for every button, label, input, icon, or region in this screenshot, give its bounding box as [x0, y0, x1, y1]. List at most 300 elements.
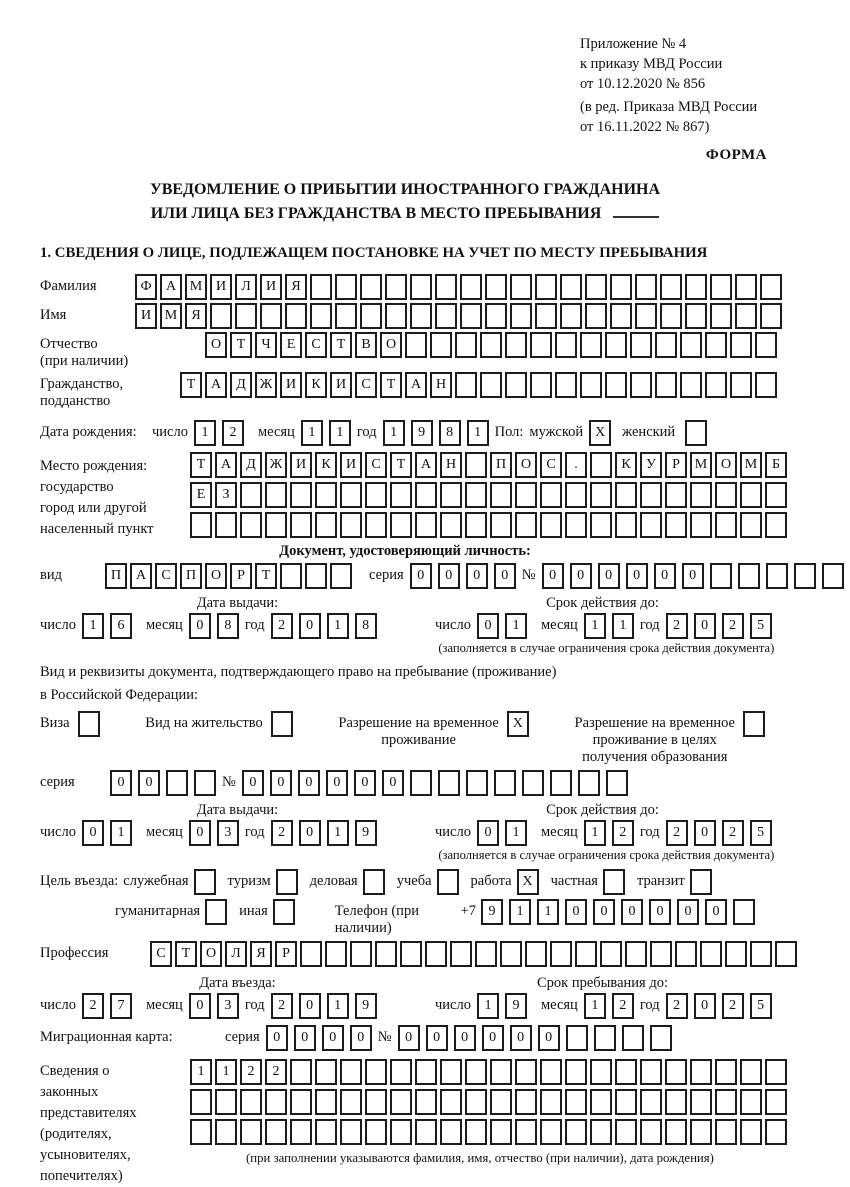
char-box[interactable] [540, 1059, 562, 1085]
char-box[interactable] [700, 941, 722, 967]
char-box[interactable]: М [185, 274, 207, 300]
char-box[interactable] [733, 899, 755, 925]
char-box[interactable] [594, 1025, 616, 1051]
char-box[interactable]: В [355, 332, 377, 358]
char-box[interactable]: 1 [215, 1059, 237, 1085]
char-box[interactable] [265, 1089, 287, 1115]
char-box[interactable]: 0 [138, 770, 160, 796]
char-box[interactable]: 0 [410, 563, 432, 589]
char-box[interactable]: О [715, 452, 737, 478]
char-box[interactable]: И [280, 372, 302, 398]
char-box[interactable] [290, 1119, 312, 1145]
char-box[interactable]: 2 [271, 820, 293, 846]
char-box[interactable] [705, 372, 727, 398]
char-box[interactable] [650, 1025, 672, 1051]
char-box[interactable]: 0 [593, 899, 615, 925]
char-box[interactable] [194, 770, 216, 796]
char-box[interactable]: 2 [666, 993, 688, 1019]
char-box[interactable] [438, 770, 460, 796]
char-box[interactable] [490, 1119, 512, 1145]
char-box[interactable] [465, 482, 487, 508]
char-box[interactable]: С [365, 452, 387, 478]
char-box[interactable]: А [405, 372, 427, 398]
char-box[interactable] [590, 452, 612, 478]
char-box[interactable]: 6 [110, 613, 132, 639]
char-box[interactable] [690, 1089, 712, 1115]
char-box[interactable] [715, 1089, 737, 1115]
char-box[interactable]: 2 [612, 993, 634, 1019]
char-box[interactable] [743, 711, 765, 737]
char-box[interactable] [490, 1059, 512, 1085]
char-box[interactable] [485, 303, 507, 329]
char-box[interactable] [665, 1119, 687, 1145]
char-box[interactable]: 2 [222, 420, 244, 446]
char-box[interactable]: О [200, 941, 222, 967]
char-box[interactable]: Д [240, 452, 262, 478]
char-box[interactable] [440, 512, 462, 538]
char-box[interactable] [505, 372, 527, 398]
char-box[interactable]: И [210, 274, 232, 300]
char-box[interactable] [465, 512, 487, 538]
char-box[interactable] [190, 1119, 212, 1145]
char-box[interactable] [363, 869, 385, 895]
char-box[interactable]: 0 [694, 613, 716, 639]
char-box[interactable] [715, 482, 737, 508]
char-box[interactable] [240, 482, 262, 508]
char-box[interactable] [290, 482, 312, 508]
char-box[interactable] [505, 332, 527, 358]
char-box[interactable]: Т [255, 563, 277, 589]
char-box[interactable] [365, 512, 387, 538]
char-box[interactable]: 0 [694, 820, 716, 846]
char-box[interactable] [400, 941, 422, 967]
char-box[interactable] [535, 274, 557, 300]
char-box[interactable]: 1 [194, 420, 216, 446]
char-box[interactable] [480, 372, 502, 398]
char-box[interactable] [765, 1059, 787, 1085]
char-box[interactable]: 0 [477, 613, 499, 639]
char-box[interactable] [760, 274, 782, 300]
char-box[interactable] [735, 274, 757, 300]
char-box[interactable] [390, 482, 412, 508]
char-box[interactable] [665, 1059, 687, 1085]
char-box[interactable] [540, 482, 562, 508]
char-box[interactable] [435, 303, 457, 329]
char-box[interactable]: 0 [494, 563, 516, 589]
char-box[interactable]: 9 [355, 993, 377, 1019]
char-box[interactable]: 2 [271, 993, 293, 1019]
char-box[interactable] [315, 512, 337, 538]
char-box[interactable] [475, 941, 497, 967]
char-box[interactable]: 1 [327, 613, 349, 639]
char-box[interactable] [490, 482, 512, 508]
char-box[interactable]: Н [430, 372, 452, 398]
char-box[interactable] [450, 941, 472, 967]
char-box[interactable] [565, 512, 587, 538]
char-box[interactable]: 8 [439, 420, 461, 446]
char-box[interactable] [415, 1119, 437, 1145]
char-box[interactable]: 1 [584, 993, 606, 1019]
char-box[interactable]: 0 [326, 770, 348, 796]
char-box[interactable] [215, 1119, 237, 1145]
char-box[interactable]: Т [230, 332, 252, 358]
char-box[interactable]: 5 [750, 613, 772, 639]
char-box[interactable] [640, 1059, 662, 1085]
char-box[interactable] [715, 1059, 737, 1085]
char-box[interactable] [305, 563, 327, 589]
char-box[interactable]: 0 [621, 899, 643, 925]
char-box[interactable] [465, 1059, 487, 1085]
char-box[interactable] [765, 1119, 787, 1145]
char-box[interactable] [390, 1119, 412, 1145]
char-box[interactable] [640, 1119, 662, 1145]
char-box[interactable]: 0 [649, 899, 671, 925]
char-box[interactable]: X [507, 711, 529, 737]
char-box[interactable] [655, 332, 677, 358]
char-box[interactable] [585, 274, 607, 300]
char-box[interactable] [510, 274, 532, 300]
char-box[interactable] [555, 332, 577, 358]
char-box[interactable]: С [155, 563, 177, 589]
char-box[interactable]: 1 [584, 613, 606, 639]
char-box[interactable]: М [740, 452, 762, 478]
char-box[interactable]: 0 [438, 563, 460, 589]
char-box[interactable]: 1 [327, 820, 349, 846]
char-box[interactable]: Л [235, 274, 257, 300]
char-box[interactable] [822, 563, 844, 589]
char-box[interactable]: У [640, 452, 662, 478]
char-box[interactable] [465, 452, 487, 478]
char-box[interactable]: 1 [537, 899, 559, 925]
char-box[interactable] [585, 303, 607, 329]
char-box[interactable]: 1 [301, 420, 323, 446]
char-box[interactable] [735, 303, 757, 329]
char-box[interactable]: 0 [510, 1025, 532, 1051]
char-box[interactable] [794, 563, 816, 589]
char-box[interactable]: 0 [382, 770, 404, 796]
char-box[interactable] [660, 303, 682, 329]
char-box[interactable] [340, 512, 362, 538]
char-box[interactable] [655, 372, 677, 398]
char-box[interactable] [755, 332, 777, 358]
char-box[interactable] [500, 941, 522, 967]
char-box[interactable] [765, 482, 787, 508]
char-box[interactable]: 0 [299, 613, 321, 639]
char-box[interactable] [766, 563, 788, 589]
char-box[interactable] [273, 899, 295, 925]
char-box[interactable] [190, 512, 212, 538]
char-box[interactable] [166, 770, 188, 796]
char-box[interactable] [622, 1025, 644, 1051]
char-box[interactable] [522, 770, 544, 796]
char-box[interactable] [240, 1119, 262, 1145]
char-box[interactable] [760, 303, 782, 329]
char-box[interactable]: П [180, 563, 202, 589]
char-box[interactable]: О [205, 563, 227, 589]
char-box[interactable] [710, 563, 732, 589]
char-box[interactable] [775, 941, 797, 967]
char-box[interactable] [730, 332, 752, 358]
char-box[interactable] [390, 1089, 412, 1115]
char-box[interactable] [566, 1025, 588, 1051]
char-box[interactable] [315, 1059, 337, 1085]
char-box[interactable] [515, 1059, 537, 1085]
char-box[interactable] [285, 303, 307, 329]
char-box[interactable] [325, 941, 347, 967]
char-box[interactable] [360, 274, 382, 300]
char-box[interactable] [665, 512, 687, 538]
char-box[interactable]: О [515, 452, 537, 478]
char-box[interactable]: 2 [722, 820, 744, 846]
char-box[interactable] [515, 512, 537, 538]
char-box[interactable]: 2 [612, 820, 634, 846]
char-box[interactable]: 0 [189, 993, 211, 1019]
char-box[interactable] [550, 770, 572, 796]
char-box[interactable]: 2 [240, 1059, 262, 1085]
char-box[interactable]: 0 [299, 993, 321, 1019]
char-box[interactable]: 0 [482, 1025, 504, 1051]
char-box[interactable]: А [415, 452, 437, 478]
char-box[interactable] [530, 332, 552, 358]
char-box[interactable] [610, 303, 632, 329]
char-box[interactable] [365, 482, 387, 508]
char-box[interactable] [235, 303, 257, 329]
char-box[interactable] [390, 1059, 412, 1085]
char-box[interactable] [605, 332, 627, 358]
char-box[interactable] [580, 332, 602, 358]
char-box[interactable]: А [160, 274, 182, 300]
char-box[interactable]: И [260, 274, 282, 300]
char-box[interactable]: Б [765, 452, 787, 478]
char-box[interactable] [410, 303, 432, 329]
char-box[interactable] [555, 372, 577, 398]
char-box[interactable]: 1 [477, 993, 499, 1019]
char-box[interactable] [603, 869, 625, 895]
char-box[interactable] [415, 512, 437, 538]
char-box[interactable] [460, 303, 482, 329]
char-box[interactable] [440, 1119, 462, 1145]
char-box[interactable]: 9 [481, 899, 503, 925]
char-box[interactable] [490, 512, 512, 538]
char-box[interactable]: 0 [266, 1025, 288, 1051]
char-box[interactable]: Р [665, 452, 687, 478]
char-box[interactable]: 5 [750, 820, 772, 846]
char-box[interactable]: 0 [350, 1025, 372, 1051]
char-box[interactable] [750, 941, 772, 967]
char-box[interactable] [425, 941, 447, 967]
char-box[interactable] [215, 1089, 237, 1115]
char-box[interactable] [515, 1119, 537, 1145]
char-box[interactable]: 0 [189, 820, 211, 846]
char-box[interactable] [260, 303, 282, 329]
char-box[interactable]: 0 [626, 563, 648, 589]
char-box[interactable] [540, 1119, 562, 1145]
char-box[interactable]: 5 [750, 993, 772, 1019]
char-box[interactable] [265, 512, 287, 538]
char-box[interactable] [530, 372, 552, 398]
char-box[interactable] [290, 512, 312, 538]
char-box[interactable]: 0 [654, 563, 676, 589]
char-box[interactable] [78, 711, 100, 737]
char-box[interactable] [350, 941, 372, 967]
char-box[interactable]: 0 [110, 770, 132, 796]
char-box[interactable]: 1 [612, 613, 634, 639]
char-box[interactable] [560, 274, 582, 300]
char-box[interactable] [494, 770, 516, 796]
char-box[interactable] [430, 332, 452, 358]
char-box[interactable] [540, 512, 562, 538]
char-box[interactable]: 2 [666, 613, 688, 639]
char-box[interactable] [335, 274, 357, 300]
char-box[interactable]: Ф [135, 274, 157, 300]
char-box[interactable]: 0 [454, 1025, 476, 1051]
char-box[interactable] [340, 1059, 362, 1085]
char-box[interactable] [335, 303, 357, 329]
char-box[interactable]: П [490, 452, 512, 478]
char-box[interactable] [440, 1089, 462, 1115]
char-box[interactable] [440, 1059, 462, 1085]
char-box[interactable] [575, 941, 597, 967]
char-box[interactable] [290, 1059, 312, 1085]
char-box[interactable] [606, 770, 628, 796]
char-box[interactable]: 1 [327, 993, 349, 1019]
char-box[interactable]: С [305, 332, 327, 358]
char-box[interactable] [615, 482, 637, 508]
char-box[interactable] [740, 1089, 762, 1115]
char-box[interactable]: X [589, 420, 611, 446]
char-box[interactable] [755, 372, 777, 398]
char-box[interactable] [490, 1089, 512, 1115]
char-box[interactable]: 8 [355, 613, 377, 639]
char-box[interactable]: 1 [82, 613, 104, 639]
char-box[interactable] [725, 941, 747, 967]
char-box[interactable] [690, 869, 712, 895]
char-box[interactable]: 0 [570, 563, 592, 589]
char-box[interactable]: М [160, 303, 182, 329]
char-box[interactable]: X [517, 869, 539, 895]
char-box[interactable]: Р [230, 563, 252, 589]
char-box[interactable]: 9 [355, 820, 377, 846]
char-box[interactable]: 0 [242, 770, 264, 796]
char-box[interactable]: 1 [329, 420, 351, 446]
char-box[interactable]: Л [225, 941, 247, 967]
char-box[interactable] [280, 563, 302, 589]
char-box[interactable]: К [305, 372, 327, 398]
char-box[interactable] [360, 303, 382, 329]
char-box[interactable] [690, 512, 712, 538]
char-box[interactable]: И [290, 452, 312, 478]
char-box[interactable]: 1 [467, 420, 489, 446]
char-box[interactable] [550, 941, 572, 967]
char-box[interactable]: С [150, 941, 172, 967]
char-box[interactable] [680, 332, 702, 358]
char-box[interactable]: 0 [677, 899, 699, 925]
char-box[interactable] [578, 770, 600, 796]
char-box[interactable]: Е [190, 482, 212, 508]
char-box[interactable] [565, 1089, 587, 1115]
char-box[interactable]: 0 [538, 1025, 560, 1051]
char-box[interactable] [590, 1089, 612, 1115]
char-box[interactable]: К [315, 452, 337, 478]
char-box[interactable]: 1 [584, 820, 606, 846]
char-box[interactable] [265, 1119, 287, 1145]
char-box[interactable]: 0 [598, 563, 620, 589]
char-box[interactable]: И [135, 303, 157, 329]
char-box[interactable] [650, 941, 672, 967]
char-box[interactable] [460, 274, 482, 300]
char-box[interactable] [625, 941, 647, 967]
char-box[interactable]: А [130, 563, 152, 589]
char-box[interactable] [365, 1119, 387, 1145]
char-box[interactable]: 2 [265, 1059, 287, 1085]
char-box[interactable] [590, 482, 612, 508]
char-box[interactable]: Я [185, 303, 207, 329]
char-box[interactable] [515, 1089, 537, 1115]
char-box[interactable] [240, 1089, 262, 1115]
char-box[interactable] [640, 1089, 662, 1115]
char-box[interactable] [510, 303, 532, 329]
char-box[interactable]: 0 [542, 563, 564, 589]
char-box[interactable]: 0 [322, 1025, 344, 1051]
char-box[interactable]: 0 [466, 563, 488, 589]
char-box[interactable]: 0 [354, 770, 376, 796]
char-box[interactable]: Ч [255, 332, 277, 358]
char-box[interactable]: О [205, 332, 227, 358]
char-box[interactable] [740, 482, 762, 508]
char-box[interactable]: Т [180, 372, 202, 398]
char-box[interactable] [271, 711, 293, 737]
char-box[interactable] [410, 770, 432, 796]
char-box[interactable] [205, 899, 227, 925]
char-box[interactable] [365, 1089, 387, 1115]
char-box[interactable]: 1 [383, 420, 405, 446]
char-box[interactable]: 1 [110, 820, 132, 846]
char-box[interactable] [437, 869, 459, 895]
char-box[interactable] [590, 1059, 612, 1085]
char-box[interactable]: П [105, 563, 127, 589]
char-box[interactable] [540, 1089, 562, 1115]
char-box[interactable] [465, 1119, 487, 1145]
char-box[interactable] [435, 274, 457, 300]
char-box[interactable] [690, 1119, 712, 1145]
char-box[interactable] [410, 274, 432, 300]
char-box[interactable]: 9 [505, 993, 527, 1019]
char-box[interactable]: Ж [255, 372, 277, 398]
char-box[interactable]: И [330, 372, 352, 398]
char-box[interactable]: 2 [722, 613, 744, 639]
char-box[interactable]: Т [175, 941, 197, 967]
char-box[interactable] [385, 274, 407, 300]
char-box[interactable] [480, 332, 502, 358]
char-box[interactable] [730, 372, 752, 398]
char-box[interactable]: З [215, 482, 237, 508]
char-box[interactable]: Я [285, 274, 307, 300]
char-box[interactable]: Р [275, 941, 297, 967]
char-box[interactable] [565, 1119, 587, 1145]
char-box[interactable] [705, 332, 727, 358]
char-box[interactable] [665, 1089, 687, 1115]
char-box[interactable] [715, 512, 737, 538]
char-box[interactable] [215, 512, 237, 538]
char-box[interactable]: Я [250, 941, 272, 967]
char-box[interactable] [210, 303, 232, 329]
char-box[interactable] [630, 332, 652, 358]
char-box[interactable] [685, 274, 707, 300]
char-box[interactable]: 0 [82, 820, 104, 846]
char-box[interactable] [415, 1089, 437, 1115]
char-box[interactable] [740, 1119, 762, 1145]
char-box[interactable]: О [380, 332, 402, 358]
